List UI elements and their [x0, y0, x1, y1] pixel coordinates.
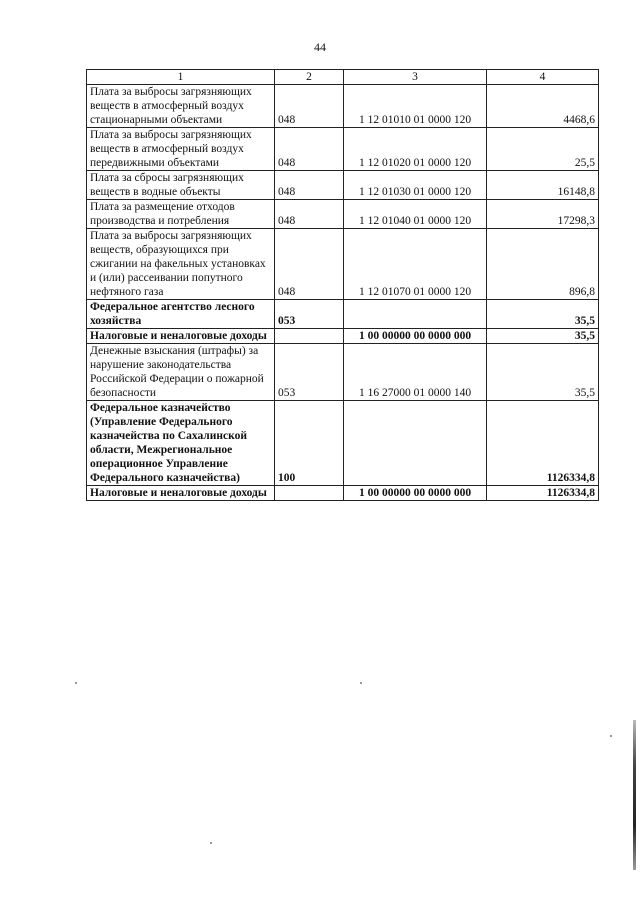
- row-budget-code: 1 12 01070 01 0000 120: [344, 229, 487, 300]
- row-name: Федеральное агентство лесного хозяйства: [87, 300, 275, 329]
- row-amount: 896,8: [487, 229, 599, 300]
- row-admin-code: [275, 486, 344, 501]
- row-name: Денежные взыскания (штрафы) за нарушение законодательства Российской Федерации о пожарной безопасности: [87, 344, 275, 401]
- row-name: Налоговые и неналоговые доходы: [87, 486, 275, 501]
- row-budget-code: [344, 401, 487, 486]
- table-row: [87, 200, 599, 229]
- row-amount: 1126334,8: [487, 486, 599, 501]
- row-admin-code: 048: [275, 85, 344, 128]
- row-budget-code: 1 12 01040 01 0000 120: [344, 200, 487, 229]
- row-amount: 16148,8: [487, 171, 599, 200]
- row-admin-code: 048: [275, 171, 344, 200]
- row-amount: 1126334,8: [487, 401, 599, 486]
- row-amount: 35,5: [487, 344, 599, 401]
- column-header-4: 4: [487, 70, 599, 85]
- row-budget-code: 1 00 00000 00 0000 000: [344, 486, 487, 501]
- row-name: Плата за размещение отходов производства и потребления: [87, 200, 275, 229]
- table-header-row: [87, 70, 599, 85]
- table-row: [87, 486, 599, 501]
- table-row: [87, 344, 599, 401]
- scan-edge-mark: [633, 720, 636, 870]
- table-row: [87, 300, 599, 329]
- row-name: Налоговые и неналоговые доходы: [87, 329, 275, 344]
- row-admin-code: 053: [275, 300, 344, 329]
- row-admin-code: 100: [275, 401, 344, 486]
- table-row: [87, 128, 599, 171]
- page-number: 44: [314, 40, 326, 54]
- table-row: [87, 171, 599, 200]
- row-amount: 35,5: [487, 300, 599, 329]
- row-admin-code: 048: [275, 229, 344, 300]
- revenue-table: [86, 69, 599, 501]
- table-row: [87, 85, 599, 128]
- row-amount: 4468,6: [487, 85, 599, 128]
- row-budget-code: 1 12 01010 01 0000 120: [344, 85, 487, 128]
- row-amount: 35,5: [487, 329, 599, 344]
- row-name: Плата за выбросы загрязняющих веществ в атмосферный воздух передвижными объектами: [87, 128, 275, 171]
- row-name: Плата за сбросы загрязняющих веществ в водные объекты: [87, 171, 275, 200]
- row-budget-code: [344, 300, 487, 329]
- row-amount: 17298,3: [487, 200, 599, 229]
- column-header-3: 3: [344, 70, 487, 85]
- row-admin-code: 048: [275, 128, 344, 171]
- table-row: [87, 229, 599, 300]
- row-admin-code: [275, 329, 344, 344]
- table-row: [87, 329, 599, 344]
- row-name: Плата за выбросы загрязняющих веществ, образующихся при сжигании на факельных установках и (или) рассеивании попутного нефтяного газа: [87, 229, 275, 300]
- column-header-1: 1: [87, 70, 275, 85]
- row-budget-code: 1 12 01020 01 0000 120: [344, 128, 487, 171]
- row-admin-code: 048: [275, 200, 344, 229]
- row-amount: 25,5: [487, 128, 599, 171]
- row-name: Федеральное казначейство (Управление Федерального казначейства по Сахалинской области, Межрегиональное операционное Управление Федерального казначейства): [87, 401, 275, 486]
- column-header-2: 2: [275, 70, 344, 85]
- row-budget-code: 1 00 00000 00 0000 000: [344, 329, 487, 344]
- row-budget-code: 1 16 27000 01 0000 140: [344, 344, 487, 401]
- row-name: Плата за выбросы загрязняющих веществ в атмосферный воздух стационарными объектами: [87, 85, 275, 128]
- table-row: [87, 401, 599, 486]
- row-budget-code: 1 12 01030 01 0000 120: [344, 171, 487, 200]
- row-admin-code: 053: [275, 344, 344, 401]
